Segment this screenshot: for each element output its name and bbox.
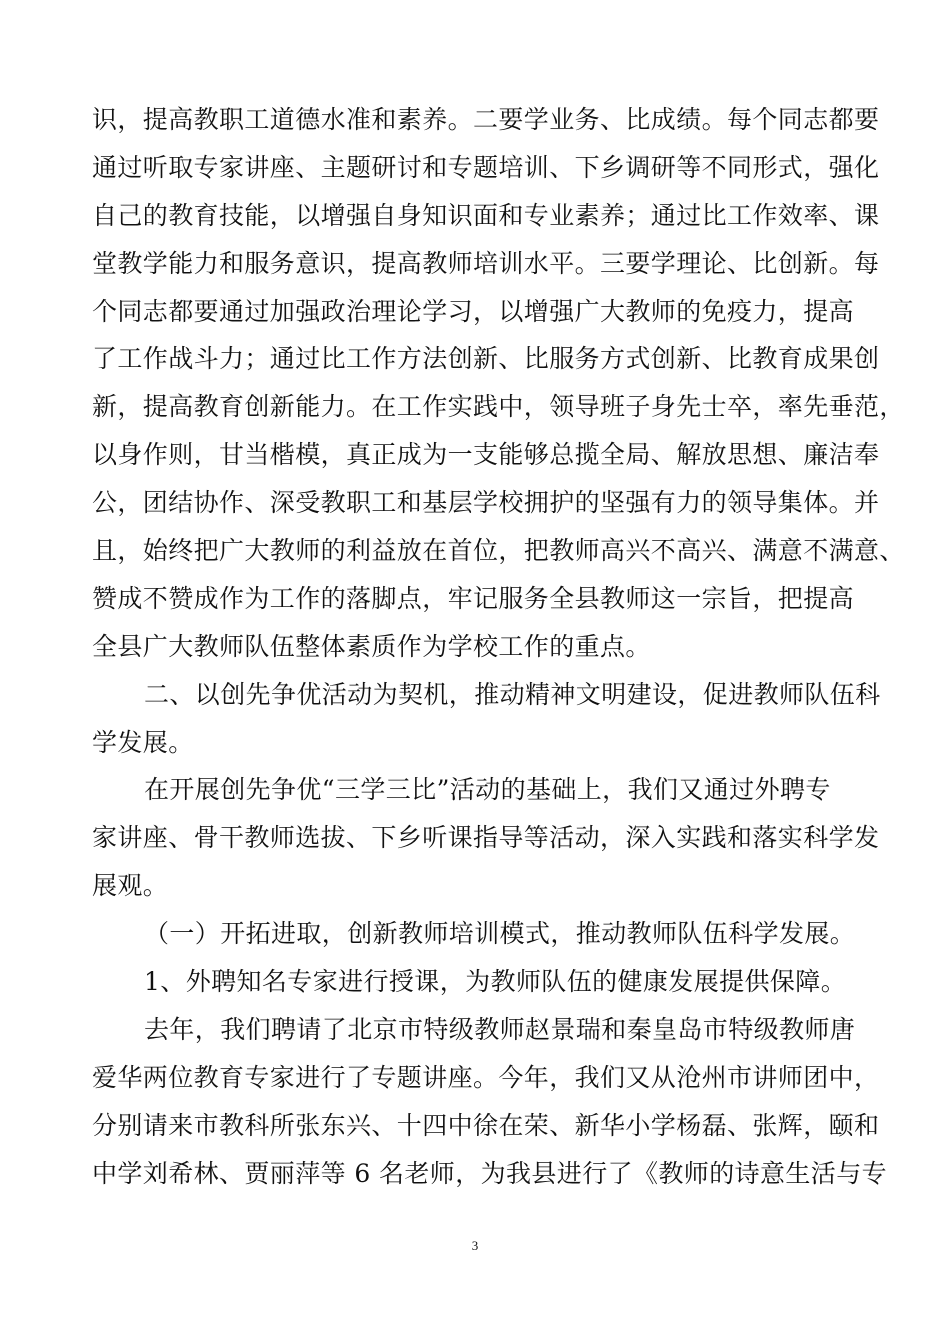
text-line: 自己的教育技能，以增强自身知识面和专业素养；通过比工作效率、课 [92, 200, 880, 230]
text-line: 识，提高教职工道德水准和素养。二要学业务、比成绩。每个同志都要 [92, 105, 880, 134]
subsection-heading-line: （一）开拓进取，创新教师培训模式，推动教师队伍科学发展。 [144, 919, 856, 949]
page-number: 3 [471, 1238, 479, 1253]
text-line: 学发展。 [92, 727, 194, 757]
text-line: 赞成不赞成作为工作的落脚点，牢记服务全县教师这一宗旨，把提高 [92, 583, 855, 613]
text-line: 家讲座、骨干教师选拔、下乡听课指导等活动，深入实践和落实科学发 [92, 823, 880, 853]
text-line: 全县广大教师队伍整体素质作为学校工作的重点。 [92, 631, 651, 661]
text-line: 以身作则，甘当楷模，真正成为一支能够总揽全局、解放思想、廉洁奉 [92, 440, 880, 470]
text-line: 展观。 [92, 871, 169, 901]
text-line: 了工作战斗力；通过比工作方法创新、比服务方式创新、比教育成果创 [92, 344, 880, 374]
document-body [92, 96, 905, 1197]
text-line: 公，团结协作、深受教职工和基层学校拥护的坚强有力的领导集体。并 [92, 488, 880, 518]
text-line: 个同志都要通过加强政治理论学习，以增强广大教师的免疫力，提高 [92, 296, 855, 326]
text-line: 新，提高教育创新能力。在工作实践中，领导班子身先士卒，率先垂范， [92, 392, 905, 422]
text-line: 通过听取专家讲座、主题研讨和专题培训、下乡调研等不同形式，强化 [92, 152, 880, 182]
paragraph-start-line: 在开展创先争优“三学三比”活动的基础上，我们又通过外聘专 [144, 775, 831, 805]
text-line: 堂教学能力和服务意识，提高教师培训水平。三要学理论、比创新。每 [92, 248, 880, 278]
text-line: 中学刘希林、贾丽萍等 6 名老师，为我县进行了《教师的诗意生活与专 [92, 1158, 888, 1188]
section-heading-line: 二、以创先争优活动为契机，推动精神文明建设，促进教师队伍科 [144, 679, 881, 709]
text-line: 爱华两位教育专家进行了专题讲座。今年，我们又从沧州市讲师团中， [92, 1062, 880, 1092]
item-heading-line: 1、外聘知名专家进行授课，为教师队伍的健康发展提供保障。 [144, 967, 847, 997]
paragraph-start-line: 去年，我们聘请了北京市特级教师赵景瑞和秦皇岛市特级教师唐 [144, 1014, 856, 1044]
text-line: 分别请来市教科所张东兴、十四中徐在荣、新华小学杨磊、张辉，颐和 [92, 1110, 880, 1140]
text-line: 且，始终把广大教师的利益放在首位，把教师高兴不高兴、满意不满意、 [92, 536, 905, 566]
